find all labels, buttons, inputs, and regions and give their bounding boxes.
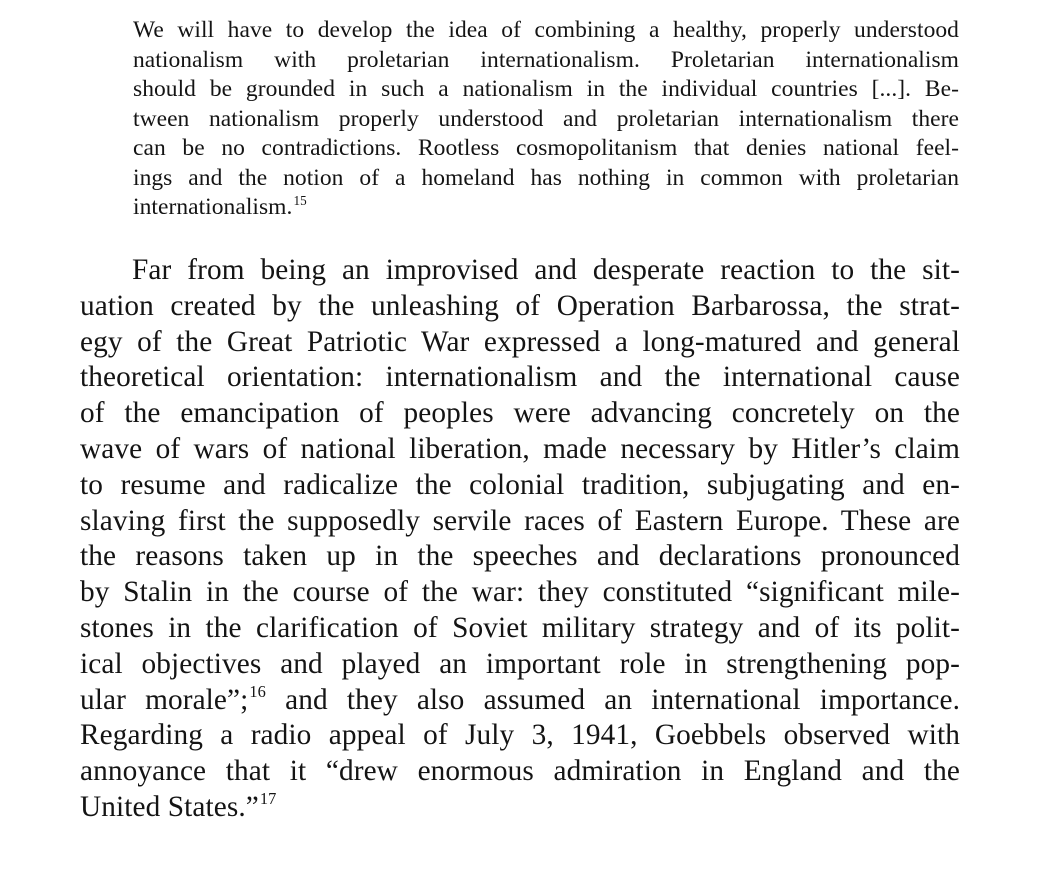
body-line-8: slaving first the supposedly servile races of Eastern Europe. These are [80, 504, 960, 537]
body-line-1: Far from being an improvised and desperate reaction to the sit- [132, 254, 960, 286]
body-line-13-start: ular morale”; [80, 683, 249, 716]
body-line-4: theoretical orientation: internationalism and the international cause [80, 361, 960, 394]
quote-line-6: ings and the notion of a homeland has nothing in common with proletarian [133, 164, 959, 191]
body-line-3: egy of the Great Patriotic War expressed a long-matured and general [80, 325, 960, 358]
body-line-11: stones in the clarification of Soviet military strategy and of its polit- [80, 611, 960, 644]
footnote-marker-16[interactable]: 16 [249, 681, 266, 701]
body-line-5: of the emancipation of peoples were advancing concretely on the [80, 397, 960, 430]
body-line-16-text: United States.” [80, 790, 259, 823]
quote-line-2: nationalism with proletarian internationalism. Proletarian internationalism [133, 46, 959, 73]
body-line-9: the reasons taken up in the speeches and declarations pronounced [80, 540, 960, 573]
quote-line-5: can be no contradictions. Rootless cosmopolitanism that denies national feel- [133, 135, 959, 161]
body-line-13 [80, 683, 960, 719]
body-line-2: uation created by the unleashing of Operation Barbarossa, the strat- [80, 289, 960, 322]
quote-line-3: should be grounded in such a nationalism in the individual countries [...]. Be- [133, 76, 959, 102]
body-line-12: ical objectives and played an important role in strengthening pop- [80, 647, 960, 680]
footnote-marker-15[interactable]: 15 [293, 192, 307, 208]
body-line-14: Regarding a radio appeal of July 3, 1941, Goebbels observed with [80, 719, 960, 752]
body-line-13-end: and they also assumed an international importance. [265, 683, 960, 716]
body-line-16 [80, 790, 960, 826]
body-line-10: by Stalin in the course of the war: they constituted “significant mile- [80, 576, 960, 609]
block-quote [133, 16, 959, 223]
body-paragraph [80, 253, 960, 826]
quote-line-7 [133, 193, 959, 223]
body-line-7: to resume and radicalize the colonial tradition, subjugating and en- [80, 468, 960, 501]
body-line-6: wave of wars of national liberation, made necessary by Hitler’s claim [80, 432, 960, 465]
body-line-15: annoyance that it “drew enormous admiration in England and the [80, 755, 960, 788]
quote-last-text: internationalism. [133, 194, 293, 220]
quote-line-4: tween nationalism properly understood and proletarian internationalism there [133, 105, 959, 132]
quote-line-1: We will have to develop the idea of combining a healthy, properly understood [133, 17, 959, 43]
footnote-marker-17[interactable]: 17 [259, 789, 277, 809]
